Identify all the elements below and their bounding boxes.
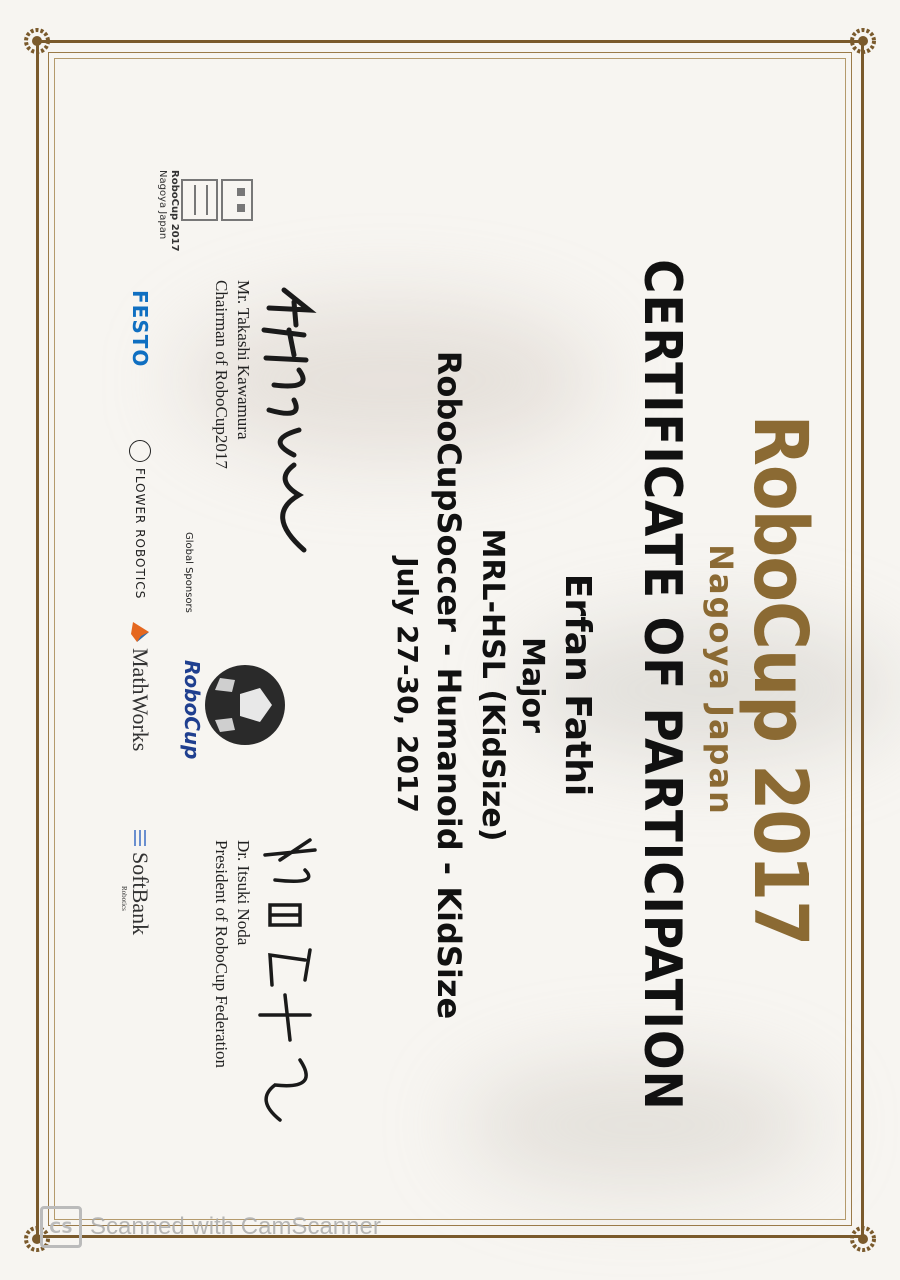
signatory-left-name: Mr. Takashi Kawamura bbox=[234, 280, 253, 440]
mathworks-icon bbox=[129, 620, 151, 644]
robocup-ball-logo-icon bbox=[200, 660, 290, 750]
signatory-right-title: President of RoboCup Federation bbox=[212, 840, 231, 1069]
signature-noda bbox=[250, 830, 330, 1130]
sponsor-mathworks-label: MathWorks bbox=[128, 648, 153, 752]
event-logo-caption bbox=[156, 170, 180, 260]
event-title: RoboCup 2017 bbox=[737, 414, 823, 946]
robocup-ball-logo-text: RoboCup bbox=[180, 660, 204, 760]
sponsor-softbank bbox=[110, 830, 170, 935]
sponsor-flower-robotics bbox=[110, 440, 170, 599]
recipient-role: Major bbox=[515, 637, 550, 733]
event-logo-line2: Nagoya Japan bbox=[157, 170, 168, 240]
camscanner-watermark bbox=[40, 1206, 381, 1248]
corner-ornament-icon bbox=[848, 26, 878, 56]
league-name: RoboCupSoccer - Humanoid - KidSize bbox=[430, 350, 468, 1020]
sponsor-flower-robotics-label: FLOWER ROBOTICS bbox=[133, 468, 147, 600]
event-location: Nagoya Japan bbox=[702, 544, 740, 816]
signatory-left-title: Chairman of RoboCup2017 bbox=[212, 280, 231, 469]
signatory-left bbox=[210, 280, 254, 469]
recipient-name: Erfan Fathi bbox=[557, 573, 598, 797]
corner-ornament-icon bbox=[22, 26, 52, 56]
sponsor-mathworks bbox=[110, 620, 170, 751]
corner-ornament-icon bbox=[848, 1224, 878, 1254]
sponsor-festo: FESTO bbox=[128, 290, 152, 368]
sponsor-softbank-sub: Robotics bbox=[120, 886, 128, 911]
event-dates: July 27-30, 2017 bbox=[391, 557, 424, 813]
camscanner-text: Scanned with CamScanner bbox=[90, 1213, 381, 1240]
event-logo-line1: RoboCup 2017 bbox=[169, 170, 180, 252]
sponsor-softbank-label: SoftBank bbox=[128, 852, 153, 936]
camscanner-icon: CS bbox=[40, 1206, 82, 1248]
certificate-title: CERTIFICATE OF PARTICIPATION bbox=[632, 259, 692, 1111]
signatory-right-name: Dr. Itsuki Noda bbox=[234, 840, 253, 946]
sponsors-label: Global Sponsors bbox=[183, 532, 194, 613]
softbank-icon bbox=[134, 830, 146, 846]
certificate-content bbox=[80, 140, 823, 1230]
signature-kawamura bbox=[254, 280, 324, 560]
signatory-right bbox=[210, 840, 254, 1068]
flower-robotics-icon bbox=[129, 440, 151, 462]
team-name: MRL-HSL (KidSize) bbox=[475, 528, 510, 842]
